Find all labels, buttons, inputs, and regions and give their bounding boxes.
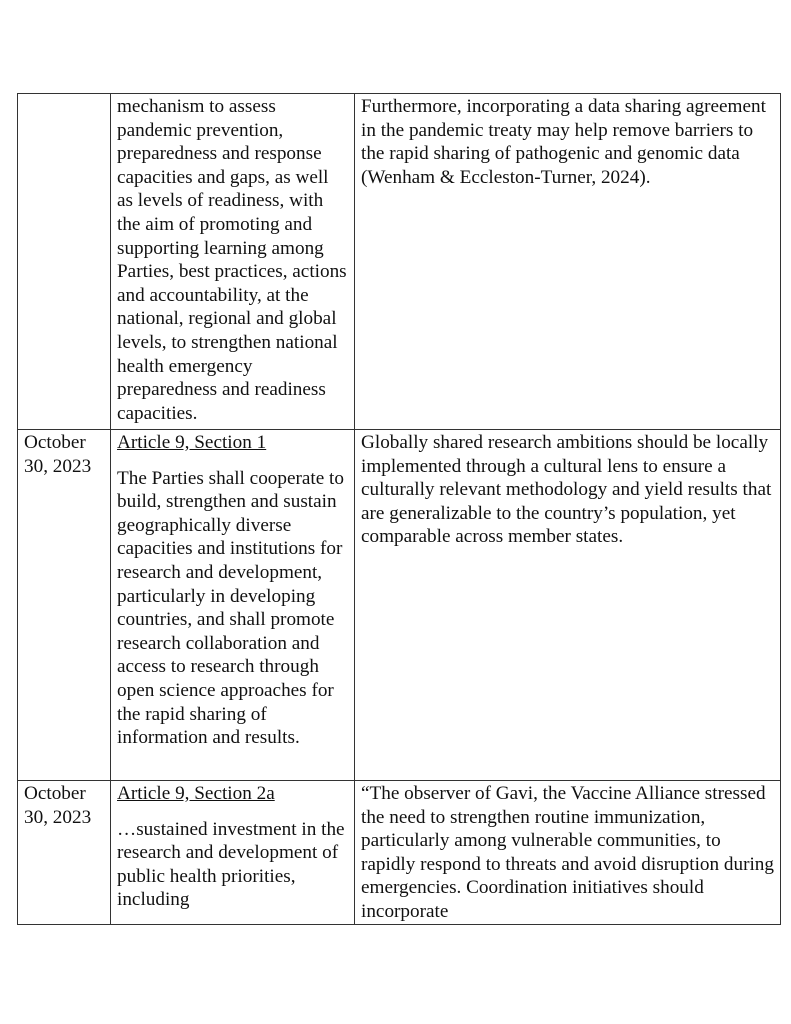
article-title: Article 9, Section 2a bbox=[117, 783, 275, 804]
date-text: October 30, 2023 bbox=[24, 783, 92, 828]
article-cell bbox=[111, 94, 355, 430]
date-cell bbox=[18, 781, 111, 925]
article-text: …sustained investment in the research and development of public health priorities, including bbox=[117, 818, 345, 911]
comment-cell bbox=[355, 781, 781, 925]
article-text: mechanism to assess pandemic prevention, preparedness and response capacities and gaps, as well as levels of readiness, with the aim of promoting and supporting learning among Parties, best practices, actions and accountability, at the national, regional and global levels, to strengthen national health emergency preparedness and readiness capacities. bbox=[117, 96, 347, 424]
date-text: October 30, 2023 bbox=[24, 432, 92, 477]
comment-cell bbox=[355, 94, 781, 430]
comment-cell bbox=[355, 430, 781, 781]
article-cell bbox=[111, 430, 355, 781]
article-title: Article 9, Section 1 bbox=[117, 432, 267, 453]
comment-text: Globally shared research ambitions should be locally implemented through a cultural lens to ensure a culturally relevant methodology and yield results that are generalizable to the country’s population, yet comparable across member states. bbox=[361, 432, 772, 548]
table-row bbox=[18, 94, 781, 430]
date-cell bbox=[18, 430, 111, 781]
date-cell bbox=[18, 94, 111, 430]
table-row bbox=[18, 430, 781, 781]
table-row bbox=[18, 781, 781, 925]
comment-text: “The observer of Gavi, the Vaccine Alliance stressed the need to strengthen routine immunization, particularly among vulnerable communities, to rapidly respond to threats and avoid disruption during emergencies. Coordination initiatives should incorporate bbox=[361, 783, 774, 922]
document-table bbox=[17, 93, 781, 925]
article-cell bbox=[111, 781, 355, 925]
article-text: The Parties shall cooperate to build, strengthen and sustain geographically diverse capacities and institutions for research and development, particularly in developing countries, and shall promote research collaboration and access to research through open science approaches for the rapid sharing of information and results. bbox=[117, 467, 344, 749]
comment-text: Furthermore, incorporating a data sharing agreement in the pandemic treaty may help remove barriers to the rapid sharing of pathogenic and genomic data (Wenham & Eccleston-Turner, 2024). bbox=[361, 96, 766, 188]
